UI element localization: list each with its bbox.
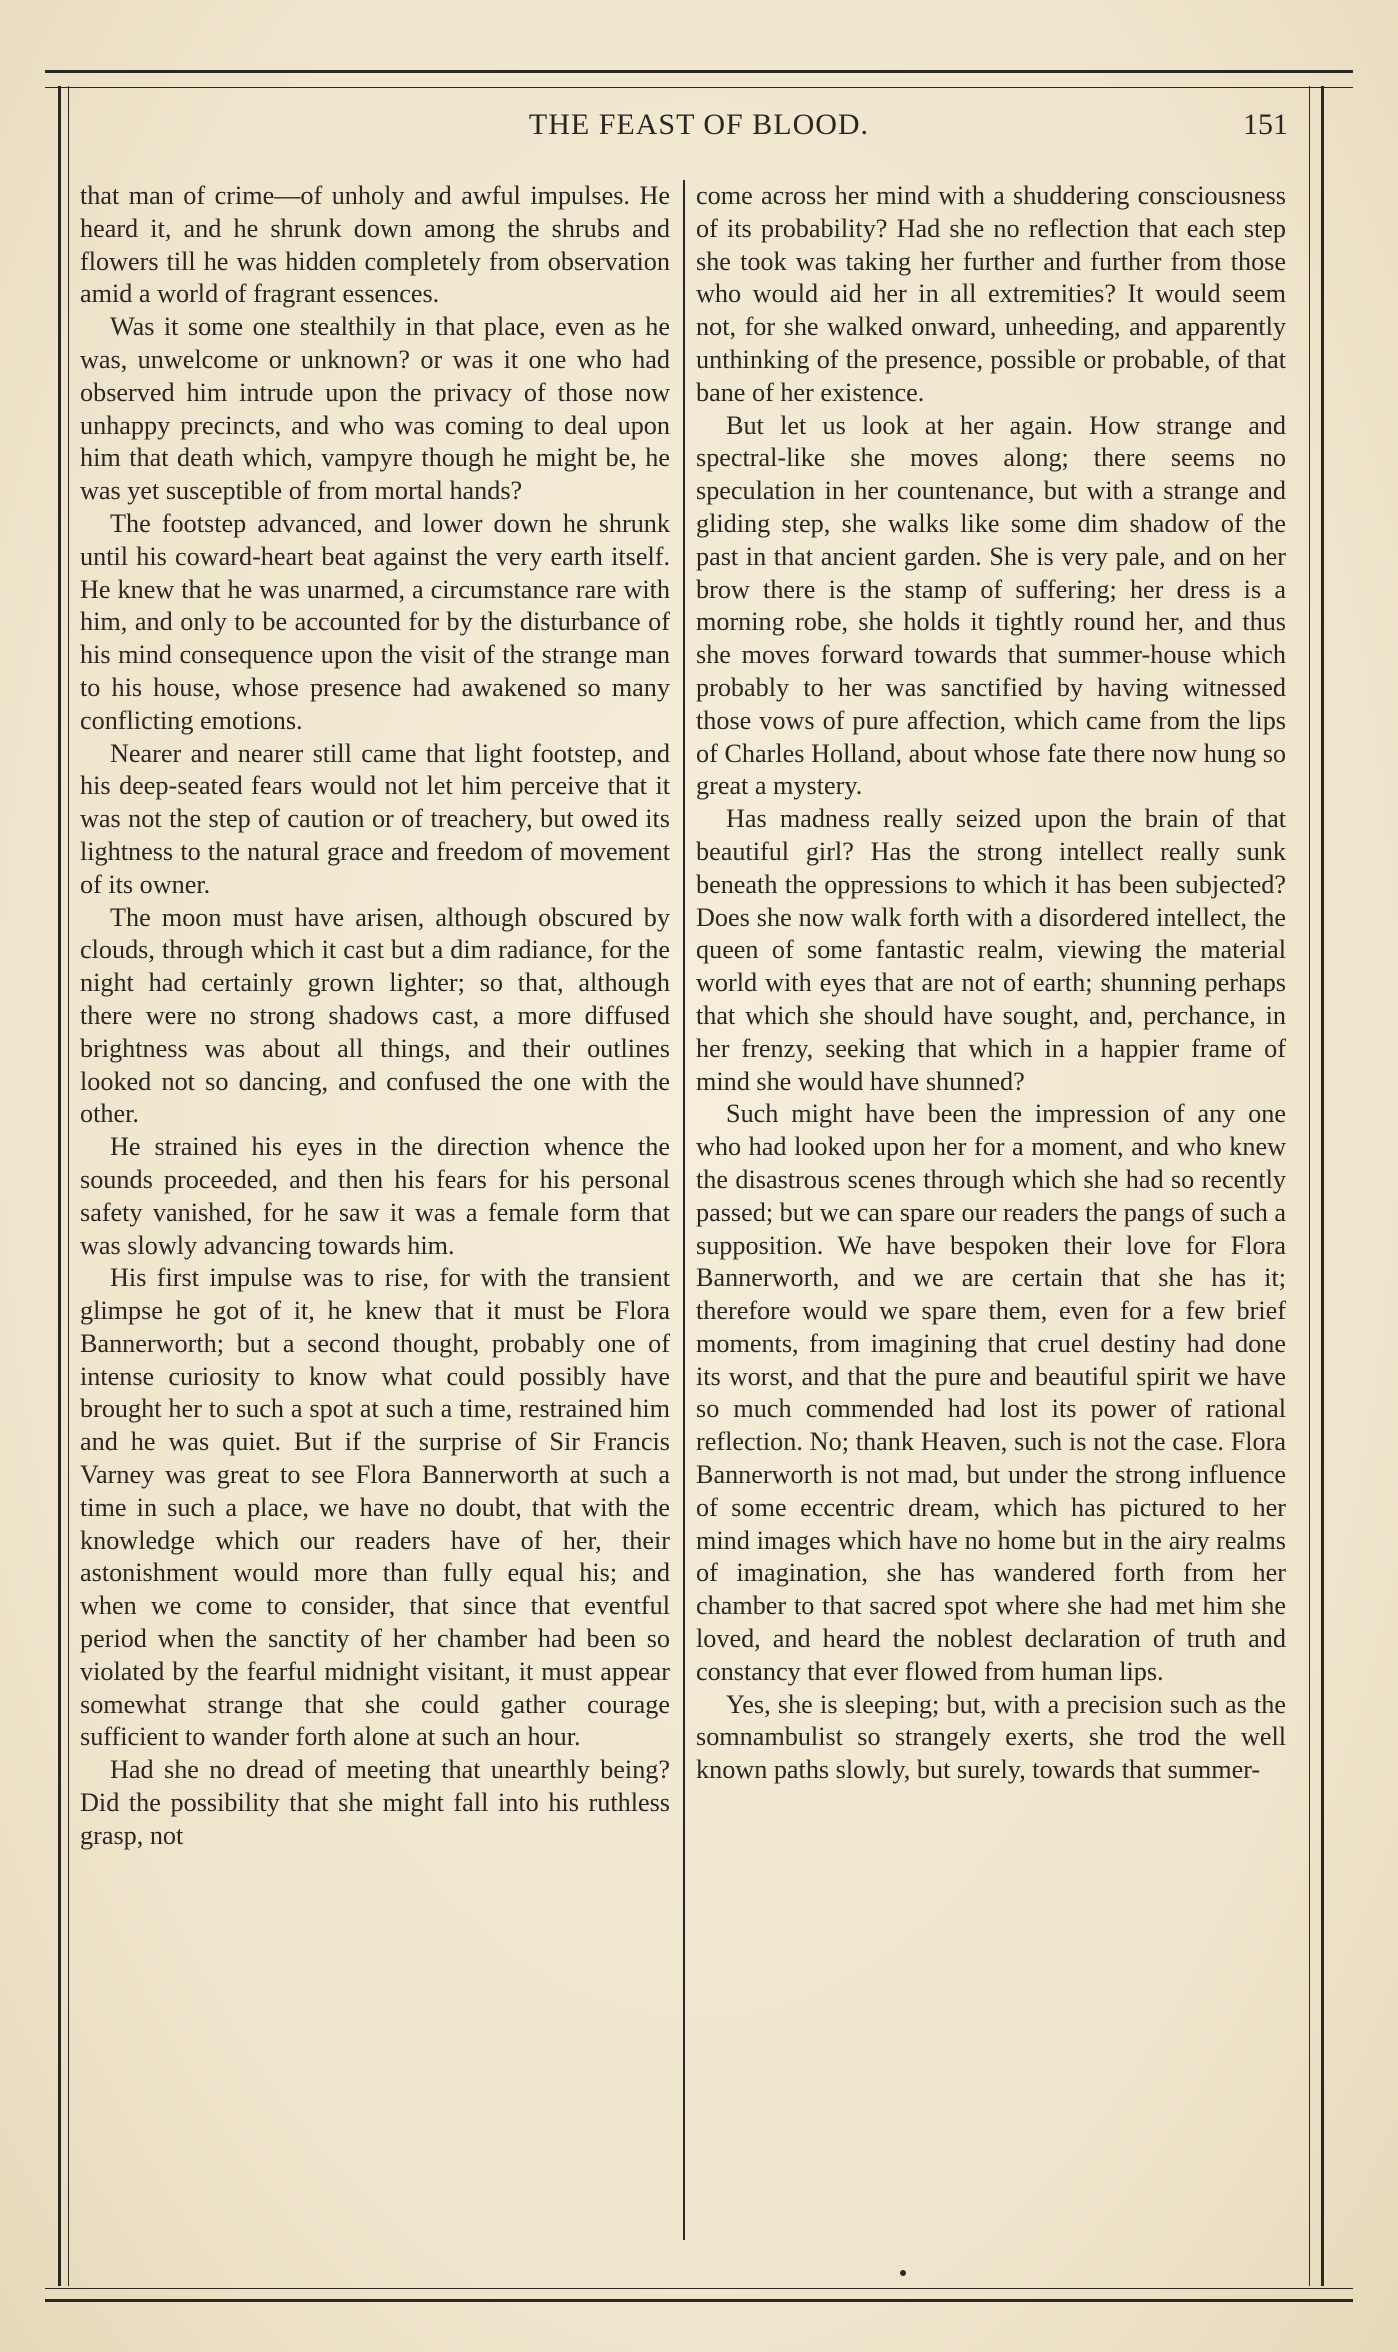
- paragraph: His first impulse was to rise, for with the transient glimpse he got of it, he knew that it must be Flora Bannerworth; but a second thought, probably one of intense curiosity to know what could possibly have brought her to such a spot at such a time, restrained him and he was quiet. But if the surprise of Sir Francis Varney was great to see Flora Bannerworth at such a time in such a place, we have no doubt, that with the knowledge which our readers have of her, their astonishment would more than fully equal his; and when we come to consider, that since that eventful period when the sanctity of her chamber had been so violated by the fearful midnight visitant, it must appear somewhat strange that she could gather courage sufficient to wander forth alone at such an hour.: [80, 1263, 670, 1752]
- paragraph: He strained his eyes in the direction whence the sounds proceeded, and then his fears for his personal safety vanished, for he saw it was a female form that was slowly advancing towards him.: [80, 1132, 670, 1260]
- running-title: THE FEAST OF BLOOD.: [528, 108, 870, 141]
- paragraph: The footstep advanced, and lower down he shrunk until his coward-heart beat against the very earth itself. He knew that he was unarmed, a circumstance rare with him, and only to be accounted for by the disturbance of his mind consequence upon the visit of the strange man to his house, whose presence had awakened so many conflicting emotions.: [80, 508, 670, 735]
- right-column: [696, 180, 1286, 2250]
- page-number: 151: [1243, 108, 1288, 141]
- paragraph: Was it some one stealthily in that place, even as he was, unwelcome or unknown? or was it one who had observed him intrude upon the privacy of those now unhappy precincts, and who was coming to deal upon him that death which, vampyre though he might be, he was yet susceptible of from mortal hands?: [80, 312, 670, 506]
- paragraph: Had she no dread of meeting that unearthly being? Did the possibility that she might fall into his ruthless grasp, not: [80, 1755, 670, 1850]
- page-header: [80, 108, 1318, 158]
- bottom-double-rule: [45, 2288, 1353, 2302]
- paragraph: Nearer and nearer still came that light footstep, and his deep-seated fears would not let him perceive that it was not the step of caution or of treachery, but owed its lightness to the natural grace and freedom of movement of its owner.: [80, 738, 670, 899]
- paragraph: come across her mind with a shuddering consciousness of its probability? Had she no reflection that each step she took was taking her further and further from those who would aid her in all extremities? It would seem not, for she walked onward, unheeding, and apparently unthinking of the presence, possible or probable, of that bane of her existence.: [696, 181, 1286, 407]
- paragraph: Such might have been the impression of any one who had looked upon her for a moment, and who knew the disastrous scenes through which she had so recently passed; but we can spare our readers the pangs of such a supposition. We have bespoken their love for Flora Bannerworth, and we are certain that she has it; therefore would we spare them, even for a few brief moments, from imagining that cruel destiny had done its worst, and that the pure and beautiful spirit we have so much commended had lost its power of rational reflection. No; thank Heaven, such is not the case. Flora Bannerworth is not mad, but under the strong influence of some eccentric dream, which has pictured to her mind images which have no home but in the airy realms of imagination, she has wandered forth from her chamber to that sacred spot where she had met him she loved, and heard the noblest declaration of truth and constancy that ever flowed from human lips.: [696, 1099, 1286, 1686]
- column-divider: [683, 180, 685, 2240]
- paragraph: Yes, she is sleeping; but, with a precision such as the somnambulist so strangely exerts, she trod the well known paths slowly, but surely, towards that summer-: [696, 1689, 1286, 1785]
- paragraph: The moon must have arisen, although obscured by clouds, through which it cast but a dim radiance, for the night had certainly grown lighter; so that, although there were no strong shadows cast, a more diffused brightness was about all things, and their outlines looked not so dancing, and confused the one with the other.: [80, 902, 670, 1129]
- paragraph: that man of crime—of unholy and awful impulses. He heard it, and he shrunk down among the shrubs and flowers till he was hidden completely from observation amid a world of fragrant essences.: [80, 181, 670, 309]
- footer-dot: [900, 2270, 906, 2276]
- paragraph: But let us look at her again. How strange and spectral-like she moves along; there seems no speculation in her countenance, but with a strange and gliding step, she walks like some dim shadow of the past in that ancient garden. She is very pale, and on her brow there is the stamp of suffering; her dress is a morning robe, she holds it tightly round her, and thus she moves forward towards that summer-house which probably to her was sanctified by having witnessed those vows of pure affection, which came from the lips of Charles Holland, about whose fate there now hung so great a mystery.: [696, 410, 1286, 801]
- left-column: [80, 180, 670, 2250]
- paragraph: Has madness really seized upon the brain of that beautiful girl? Has the strong intellect really sunk beneath the oppressions to which it has been subjected? Does she now walk forth with a disordered intellect, the queen of some fantastic realm, viewing the material world with eyes that are not of earth; shunning perhaps that which she should have sought, and, perchance, in her frenzy, seeking that which in a happier frame of mind she would have shunned?: [696, 804, 1286, 1096]
